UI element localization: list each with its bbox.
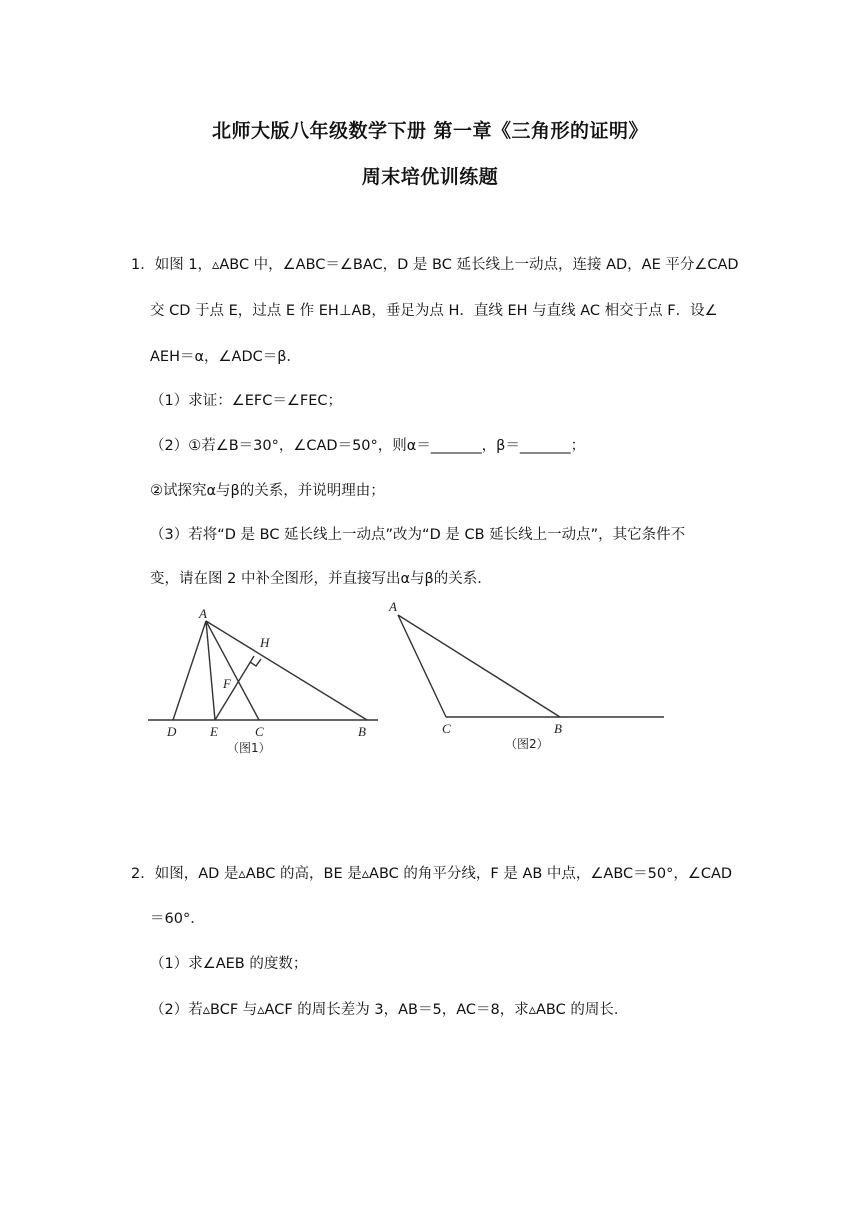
- fig1-segment-AB: [206, 621, 367, 720]
- fig1-label-H: H: [260, 635, 270, 650]
- q2-part1: （1）求∠AEB 的度数；: [150, 956, 308, 972]
- fig1-label-D: D: [167, 724, 177, 739]
- fig1-label-E: E: [210, 724, 218, 739]
- q2-line2: ＝60°．: [150, 911, 205, 927]
- fig2-label-C: C: [442, 721, 451, 736]
- fig1-label-F: F: [223, 676, 231, 691]
- fig1-label-C: C: [255, 724, 264, 739]
- fig1-segment-AD: [173, 621, 206, 720]
- fig1-segment-EH: [215, 656, 254, 720]
- document-title: 北师大版八年级数学下册 第一章《三角形的证明》: [211, 120, 649, 142]
- fig1-label-A: A: [199, 606, 207, 621]
- q1-line2: 交 CD 于点 E，过点 E 作 EH⊥AB，垂足为点 H．直线 EH 与直线 AC 相交于点 F．设∠: [150, 303, 718, 319]
- q1-part2b: ②试探究α与β的关系，并说明理由；: [150, 483, 385, 499]
- q2-line1: 2．如图，AD 是▵ABC 的高，BE 是▵ABC 的角平分线，F 是 AB 中点，∠ABC＝50°，∠CAD: [131, 866, 733, 882]
- q1-part3-line1: （3）若将“D 是 BC 延长线上一动点”改为“D 是 CB 延长线上一动点”，其它条件不: [150, 527, 686, 543]
- q2-part2: （2）若▵BCF 与▵ACF 的周长差为 3，AB＝5，AC＝8，求▵ABC 的周长．: [150, 1002, 629, 1018]
- q1-line3: AEH＝α，∠ADC＝β．: [150, 349, 302, 365]
- q1-line1: 1．如图 1，▵ABC 中，∠ABC＝∠BAC，D 是 BC 延长线上一动点，连接 AD，AE 平分∠CAD: [131, 257, 739, 273]
- document-subtitle: 周末培优训练题: [361, 166, 499, 188]
- q1-part1: （1）求证：∠EFC＝∠FEC；: [150, 393, 342, 409]
- fig2-label-B: B: [554, 721, 562, 736]
- fig1-caption: （图1）: [227, 741, 271, 755]
- fig2-label-A: A: [389, 599, 397, 614]
- fig2-caption: （图2）: [505, 737, 549, 751]
- q1-part3-line2: 变，请在图 2 中补全图形，并直接写出α与β的关系．: [150, 571, 492, 587]
- q1-part2: （2）①若∠B＝30°，∠CAD＝50°，则α＝_______，β＝_______；: [150, 438, 586, 454]
- fig1-label-B: B: [358, 724, 366, 739]
